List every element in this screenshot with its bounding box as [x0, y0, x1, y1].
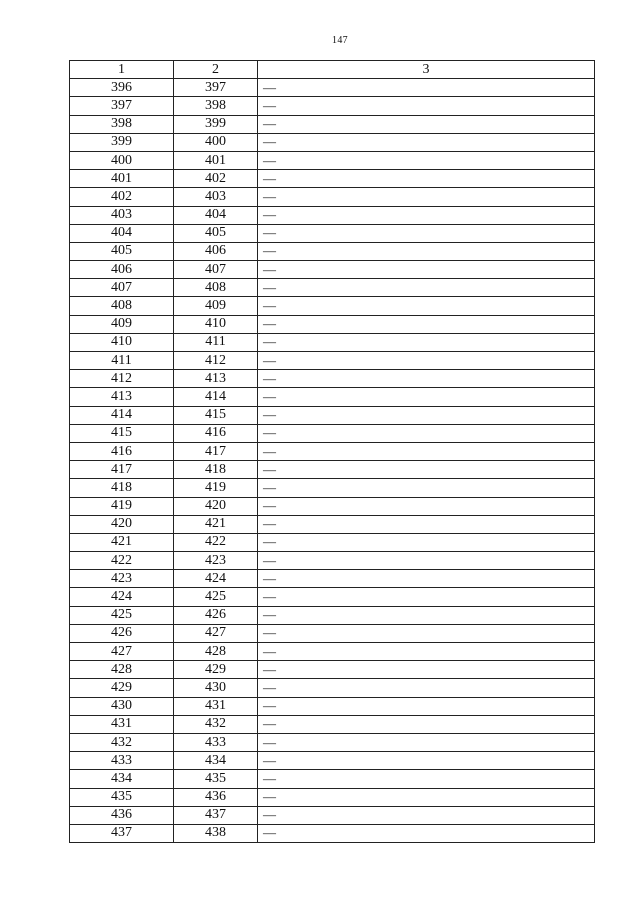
- table-row: [70, 333, 595, 351]
- table-cell-col3: —: [258, 79, 595, 97]
- table-cell-col1: 426: [70, 624, 174, 642]
- table-cell-col2: 410: [174, 315, 258, 333]
- table-header-row: [70, 61, 595, 79]
- table-cell-col1: 404: [70, 224, 174, 242]
- table-cell-col1: 435: [70, 788, 174, 806]
- table-row: [70, 79, 595, 97]
- page-number: 147: [332, 35, 348, 46]
- table-row: [70, 133, 595, 151]
- table-cell-col1: 428: [70, 661, 174, 679]
- table-cell-col3: —: [258, 442, 595, 460]
- table-cell-col2: 438: [174, 824, 258, 842]
- table-cell-col3: —: [258, 661, 595, 679]
- table-cell-col3: —: [258, 733, 595, 751]
- table-cell-col1: 409: [70, 315, 174, 333]
- table-cell-col2: 403: [174, 188, 258, 206]
- table-row: [70, 824, 595, 842]
- table-cell-col2: 400: [174, 133, 258, 151]
- table-row: [70, 424, 595, 442]
- table-cell-col2: 422: [174, 533, 258, 551]
- table-row: [70, 552, 595, 570]
- table-cell-col2: 435: [174, 770, 258, 788]
- table-cell-col3: —: [258, 679, 595, 697]
- table-cell-col3: —: [258, 224, 595, 242]
- table-cell-col1: 424: [70, 588, 174, 606]
- table-cell-col2: 418: [174, 461, 258, 479]
- table-cell-col2: 402: [174, 170, 258, 188]
- table-cell-col1: 431: [70, 715, 174, 733]
- table-cell-col3: —: [258, 333, 595, 351]
- table-row: [70, 806, 595, 824]
- table-cell-col3: —: [258, 697, 595, 715]
- table-row: [70, 661, 595, 679]
- table-cell-col1: 396: [70, 79, 174, 97]
- table-cell-col2: 413: [174, 370, 258, 388]
- table-cell-col3: —: [258, 170, 595, 188]
- table-row: [70, 406, 595, 424]
- table-cell-col2: 433: [174, 733, 258, 751]
- table-cell-col2: 424: [174, 570, 258, 588]
- table-cell-col2: 436: [174, 788, 258, 806]
- table-cell-col3: —: [258, 297, 595, 315]
- table-cell-col2: 426: [174, 606, 258, 624]
- table-row: [70, 606, 595, 624]
- table-row: [70, 97, 595, 115]
- table-cell-col2: 401: [174, 151, 258, 169]
- table-cell-col1: 417: [70, 461, 174, 479]
- table-cell-col1: 397: [70, 97, 174, 115]
- table-row: [70, 279, 595, 297]
- column-header-3: 3: [258, 61, 595, 79]
- table-cell-col3: —: [258, 643, 595, 661]
- table-row: [70, 733, 595, 751]
- table-cell-col1: 405: [70, 242, 174, 260]
- table-cell-col1: 411: [70, 352, 174, 370]
- table-cell-col2: 425: [174, 588, 258, 606]
- table-cell-col3: —: [258, 624, 595, 642]
- table-cell-col3: —: [258, 115, 595, 133]
- table-row: [70, 188, 595, 206]
- table-row: [70, 697, 595, 715]
- table-row: [70, 224, 595, 242]
- table-cell-col3: —: [258, 406, 595, 424]
- table-cell-col3: —: [258, 388, 595, 406]
- table-cell-col3: —: [258, 133, 595, 151]
- table-cell-col2: 420: [174, 497, 258, 515]
- table-cell-col3: —: [258, 479, 595, 497]
- table-cell-col2: 407: [174, 261, 258, 279]
- table-cell-col2: 423: [174, 552, 258, 570]
- table-cell-col1: 436: [70, 806, 174, 824]
- table-cell-col3: —: [258, 461, 595, 479]
- table-cell-col1: 398: [70, 115, 174, 133]
- table-row: [70, 442, 595, 460]
- table-cell-col1: 415: [70, 424, 174, 442]
- table-cell-col1: 418: [70, 479, 174, 497]
- table-cell-col3: —: [258, 261, 595, 279]
- table-cell-col2: 437: [174, 806, 258, 824]
- table-row: [70, 261, 595, 279]
- table-cell-col1: 421: [70, 533, 174, 551]
- table-row: [70, 788, 595, 806]
- table-cell-col3: —: [258, 497, 595, 515]
- table-cell-col1: 407: [70, 279, 174, 297]
- table-cell-col1: 402: [70, 188, 174, 206]
- table-cell-col2: 414: [174, 388, 258, 406]
- table-row: [70, 370, 595, 388]
- table-cell-col1: 399: [70, 133, 174, 151]
- table-cell-col2: 421: [174, 515, 258, 533]
- table-cell-col2: 397: [174, 79, 258, 97]
- table-cell-col1: 432: [70, 733, 174, 751]
- table-row: [70, 679, 595, 697]
- table-row: [70, 352, 595, 370]
- table-row: [70, 315, 595, 333]
- table-row: [70, 752, 595, 770]
- table-cell-col3: —: [258, 715, 595, 733]
- table-cell-col2: 398: [174, 97, 258, 115]
- data-table: [69, 60, 595, 843]
- table-row: [70, 115, 595, 133]
- table-cell-col2: 399: [174, 115, 258, 133]
- table-row: [70, 515, 595, 533]
- table-row: [70, 206, 595, 224]
- table-body: [70, 61, 595, 843]
- table-cell-col2: 419: [174, 479, 258, 497]
- table-cell-col2: 427: [174, 624, 258, 642]
- table-row: [70, 570, 595, 588]
- table-cell-col3: —: [258, 606, 595, 624]
- table-cell-col1: 419: [70, 497, 174, 515]
- table-cell-col3: —: [258, 97, 595, 115]
- table-cell-col3: —: [258, 352, 595, 370]
- table-row: [70, 297, 595, 315]
- table-cell-col2: 434: [174, 752, 258, 770]
- table-row: [70, 588, 595, 606]
- table-cell-col2: 417: [174, 442, 258, 460]
- table-cell-col3: —: [258, 824, 595, 842]
- table-cell-col1: 422: [70, 552, 174, 570]
- table-row: [70, 461, 595, 479]
- table-cell-col2: 416: [174, 424, 258, 442]
- table-row: [70, 242, 595, 260]
- table-cell-col1: 414: [70, 406, 174, 424]
- table-cell-col2: 404: [174, 206, 258, 224]
- table-cell-col3: —: [258, 788, 595, 806]
- table-row: [70, 643, 595, 661]
- table-row: [70, 497, 595, 515]
- table-cell-col1: 401: [70, 170, 174, 188]
- table-cell-col3: —: [258, 552, 595, 570]
- table-cell-col2: 412: [174, 352, 258, 370]
- table-cell-col1: 406: [70, 261, 174, 279]
- table-cell-col3: —: [258, 588, 595, 606]
- table-cell-col1: 408: [70, 297, 174, 315]
- table-cell-col3: —: [258, 806, 595, 824]
- table-row: [70, 388, 595, 406]
- table-row: [70, 624, 595, 642]
- table-cell-col2: 428: [174, 643, 258, 661]
- table-cell-col2: 430: [174, 679, 258, 697]
- table-cell-col1: 434: [70, 770, 174, 788]
- table-cell-col1: 429: [70, 679, 174, 697]
- table-cell-col2: 431: [174, 697, 258, 715]
- table-cell-col3: —: [258, 370, 595, 388]
- table-cell-col3: —: [258, 315, 595, 333]
- table-row: [70, 770, 595, 788]
- table-cell-col1: 430: [70, 697, 174, 715]
- table-row: [70, 715, 595, 733]
- table-row: [70, 151, 595, 169]
- table-cell-col3: —: [258, 151, 595, 169]
- table-cell-col2: 405: [174, 224, 258, 242]
- table-cell-col2: 429: [174, 661, 258, 679]
- table-cell-col1: 416: [70, 442, 174, 460]
- table-cell-col2: 409: [174, 297, 258, 315]
- table-cell-col1: 437: [70, 824, 174, 842]
- table-cell-col3: —: [258, 752, 595, 770]
- table-cell-col2: 408: [174, 279, 258, 297]
- column-header-2: 2: [174, 61, 258, 79]
- table-cell-col1: 403: [70, 206, 174, 224]
- table-cell-col1: 433: [70, 752, 174, 770]
- table-cell-col3: —: [258, 770, 595, 788]
- table-cell-col1: 427: [70, 643, 174, 661]
- table-cell-col3: —: [258, 242, 595, 260]
- table-cell-col3: —: [258, 515, 595, 533]
- table-cell-col3: —: [258, 424, 595, 442]
- table-cell-col1: 423: [70, 570, 174, 588]
- table-cell-col1: 410: [70, 333, 174, 351]
- table-cell-col1: 425: [70, 606, 174, 624]
- table-cell-col3: —: [258, 206, 595, 224]
- table-cell-col1: 413: [70, 388, 174, 406]
- table-cell-col1: 400: [70, 151, 174, 169]
- table-cell-col2: 406: [174, 242, 258, 260]
- table-row: [70, 170, 595, 188]
- table-cell-col1: 420: [70, 515, 174, 533]
- table-cell-col1: 412: [70, 370, 174, 388]
- table-row: [70, 533, 595, 551]
- table-cell-col2: 411: [174, 333, 258, 351]
- table-cell-col3: —: [258, 570, 595, 588]
- column-header-1: 1: [70, 61, 174, 79]
- table-cell-col2: 432: [174, 715, 258, 733]
- table-cell-col3: —: [258, 279, 595, 297]
- table-cell-col2: 415: [174, 406, 258, 424]
- table-cell-col3: —: [258, 188, 595, 206]
- table-row: [70, 479, 595, 497]
- table-cell-col3: —: [258, 533, 595, 551]
